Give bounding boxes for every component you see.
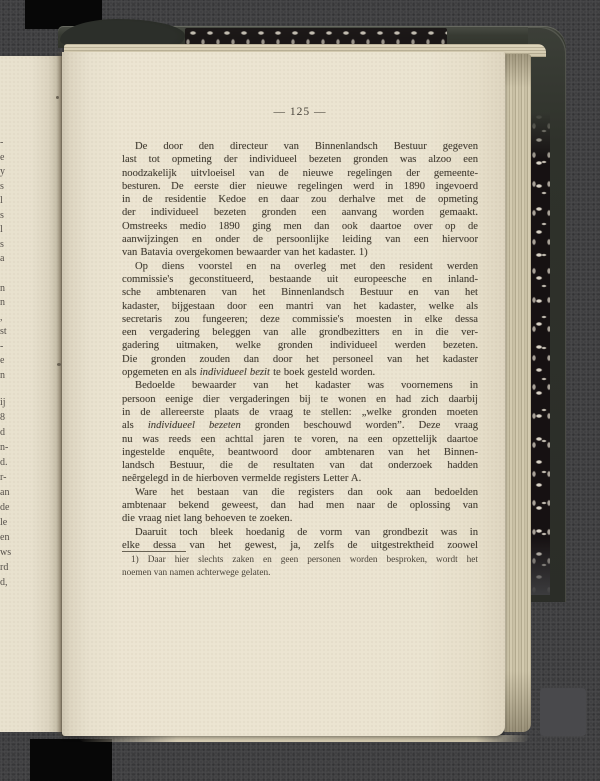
body-line: nu was reeds een achttal jaren te voren, na een opzettelijk daartoe (122, 433, 478, 445)
page-stack-right-edge (504, 54, 531, 732)
paper-speck (57, 363, 61, 366)
body-line: een vergadering beleggen van alle grondbezitters en in die ver- (122, 327, 478, 339)
left-page-fragment: - (0, 137, 4, 148)
left-page-fragment: n- (0, 442, 9, 453)
body-line: Die gronden zouden dan door het personeel van het kadaster (122, 353, 478, 365)
left-page-fragment: a (0, 253, 5, 264)
scanner-bed-cutout-bottom (30, 739, 112, 781)
body-line: Daaruit toch bleek hoedanig de vorm van grondbezit was in (135, 526, 478, 538)
body-line: sche ambtenaren van het Binnenlandsch Bestuur en van het (122, 287, 478, 299)
left-page-fragment: st (0, 326, 7, 337)
left-page-fragment: s (0, 239, 4, 250)
left-page-fragment: d (0, 427, 5, 438)
body-line: commissie's geconstitueerd, bestaande uit europeesche en inland- (122, 273, 478, 285)
body-line: elke dessa van het gewest, ja, zelfs de uitgestrektheid zoowel (122, 539, 478, 551)
left-page-sliver (0, 56, 62, 732)
page-number: — 125 — (273, 106, 327, 118)
left-page-fragment: s (0, 210, 4, 221)
body-line: in de residentie Kedoe en daar zou derhalve met de opmeting (122, 194, 478, 206)
left-page-fragment: 8 (0, 412, 5, 423)
body-line: als individueel bezeten gronden beschouwd worden”. Deze vraag (122, 420, 478, 432)
left-page-fragment: rd (0, 562, 9, 573)
footnote-line: noemen van namen achterwege gelaten. (122, 567, 271, 578)
body-line: Omstreeks medio 1890 ging men dan ook daartoe over op de (122, 220, 478, 232)
left-page-fragment: n (0, 297, 5, 308)
body-line: aanwijzingen en onder de persoonlijke leiding van een hiervoor (122, 234, 478, 246)
scanner-bed-step (540, 688, 586, 736)
left-page-fragment: l (0, 195, 3, 206)
text-block (122, 140, 478, 552)
left-page-fragment: de (0, 502, 10, 513)
marbled-cover-right (531, 112, 550, 595)
paper-speck (56, 96, 59, 99)
body-line: gadering uitmaken, welke gronden individueel werden bezeten. (122, 340, 478, 352)
body-line: in de allereerste plaats de vraag te stellen: „welke gronden moeten (122, 406, 478, 418)
body-line: van Batavia overgekomen bewaarder van het kadaster. 1) (122, 247, 368, 259)
body-line: der individueel bezeten gronden een aanvang worden gemaakt. (122, 207, 478, 219)
body-line: opgemeten en als individueel bezit te boek gesteld worden. (122, 367, 376, 379)
body-line: De door den directeur van Binnenlandsch Bestuur gegeven (135, 141, 478, 152)
body-line: secretaris zou fungeeren; deze commissie's moesten in elke dessa (122, 313, 478, 325)
body-line: neêrgelegd in de hierboven vermelde registers Letter A. (122, 473, 362, 485)
left-page-fragment: e (0, 152, 5, 163)
body-line: Bedoelde bewaarder van het kadaster was voornemens in (135, 380, 478, 392)
body-line: ingestelde enquête, beantwoord door ambtenaren van het Binnen- (122, 446, 478, 458)
right-page (62, 52, 505, 736)
footnote-line: 1) Daar hier slechts zaken en geen personen worden besproken, wordt het (131, 555, 478, 565)
body-line: persoon eenige dier vergaderingen bij te wonen en had zich daarbij (122, 393, 478, 405)
left-page-fragment: - (0, 341, 4, 352)
left-page-fragment: an (0, 487, 10, 498)
body-line: landsch Bestuur, die de resultaten van dat onderzoek hadden (122, 460, 478, 472)
footnote-rule (122, 551, 186, 552)
footnote (122, 554, 478, 579)
left-page-fragment: le (0, 517, 8, 528)
left-page-fragment: d, (0, 577, 8, 588)
left-page-fragment: en (0, 532, 10, 543)
left-page-fragment: ij (0, 397, 6, 408)
body-line: besturen. De eerste dier nieuwe regelingen werd in 1890 ingevoerd (122, 180, 478, 192)
left-page-text-edge (0, 56, 10, 732)
left-page-fragment: ws (0, 547, 12, 558)
body-line: die vraag niet lang behoeven te zoeken. (122, 513, 293, 525)
body-line: last tot opmeting der individueel bezeten gronden was alzoo een (122, 154, 478, 166)
body-line: kadaster, bijgestaan door een mantri van het kadaster, welke als (122, 300, 478, 312)
left-page-fragment: n (0, 283, 5, 294)
left-page-fragment: , (0, 312, 3, 323)
body-line: Op diens voorstel en na overleg met den resident werden (135, 260, 478, 272)
left-page-fragment: e (0, 355, 5, 366)
left-page-fragment: d. (0, 457, 8, 468)
body-line: noodzakelijk uitvloeisel van de nieuwe regelingen der gemeente- (122, 167, 478, 179)
left-page-fragment: l (0, 224, 3, 235)
page-stack-bottom-edge (78, 735, 530, 742)
marble-fade (531, 112, 550, 595)
marbled-cover-top (185, 28, 447, 45)
body-line: ambtenaar bekend geweest, dan had men naar de oplossing van (122, 500, 478, 512)
body-line: Ware het bestaan van die registers dan ook aan bedoelden (135, 486, 478, 498)
left-page-fragment: n (0, 370, 5, 381)
left-page-fragment: r- (0, 472, 7, 483)
left-page-fragment: s (0, 181, 4, 192)
left-page-fragment: y (0, 166, 5, 177)
